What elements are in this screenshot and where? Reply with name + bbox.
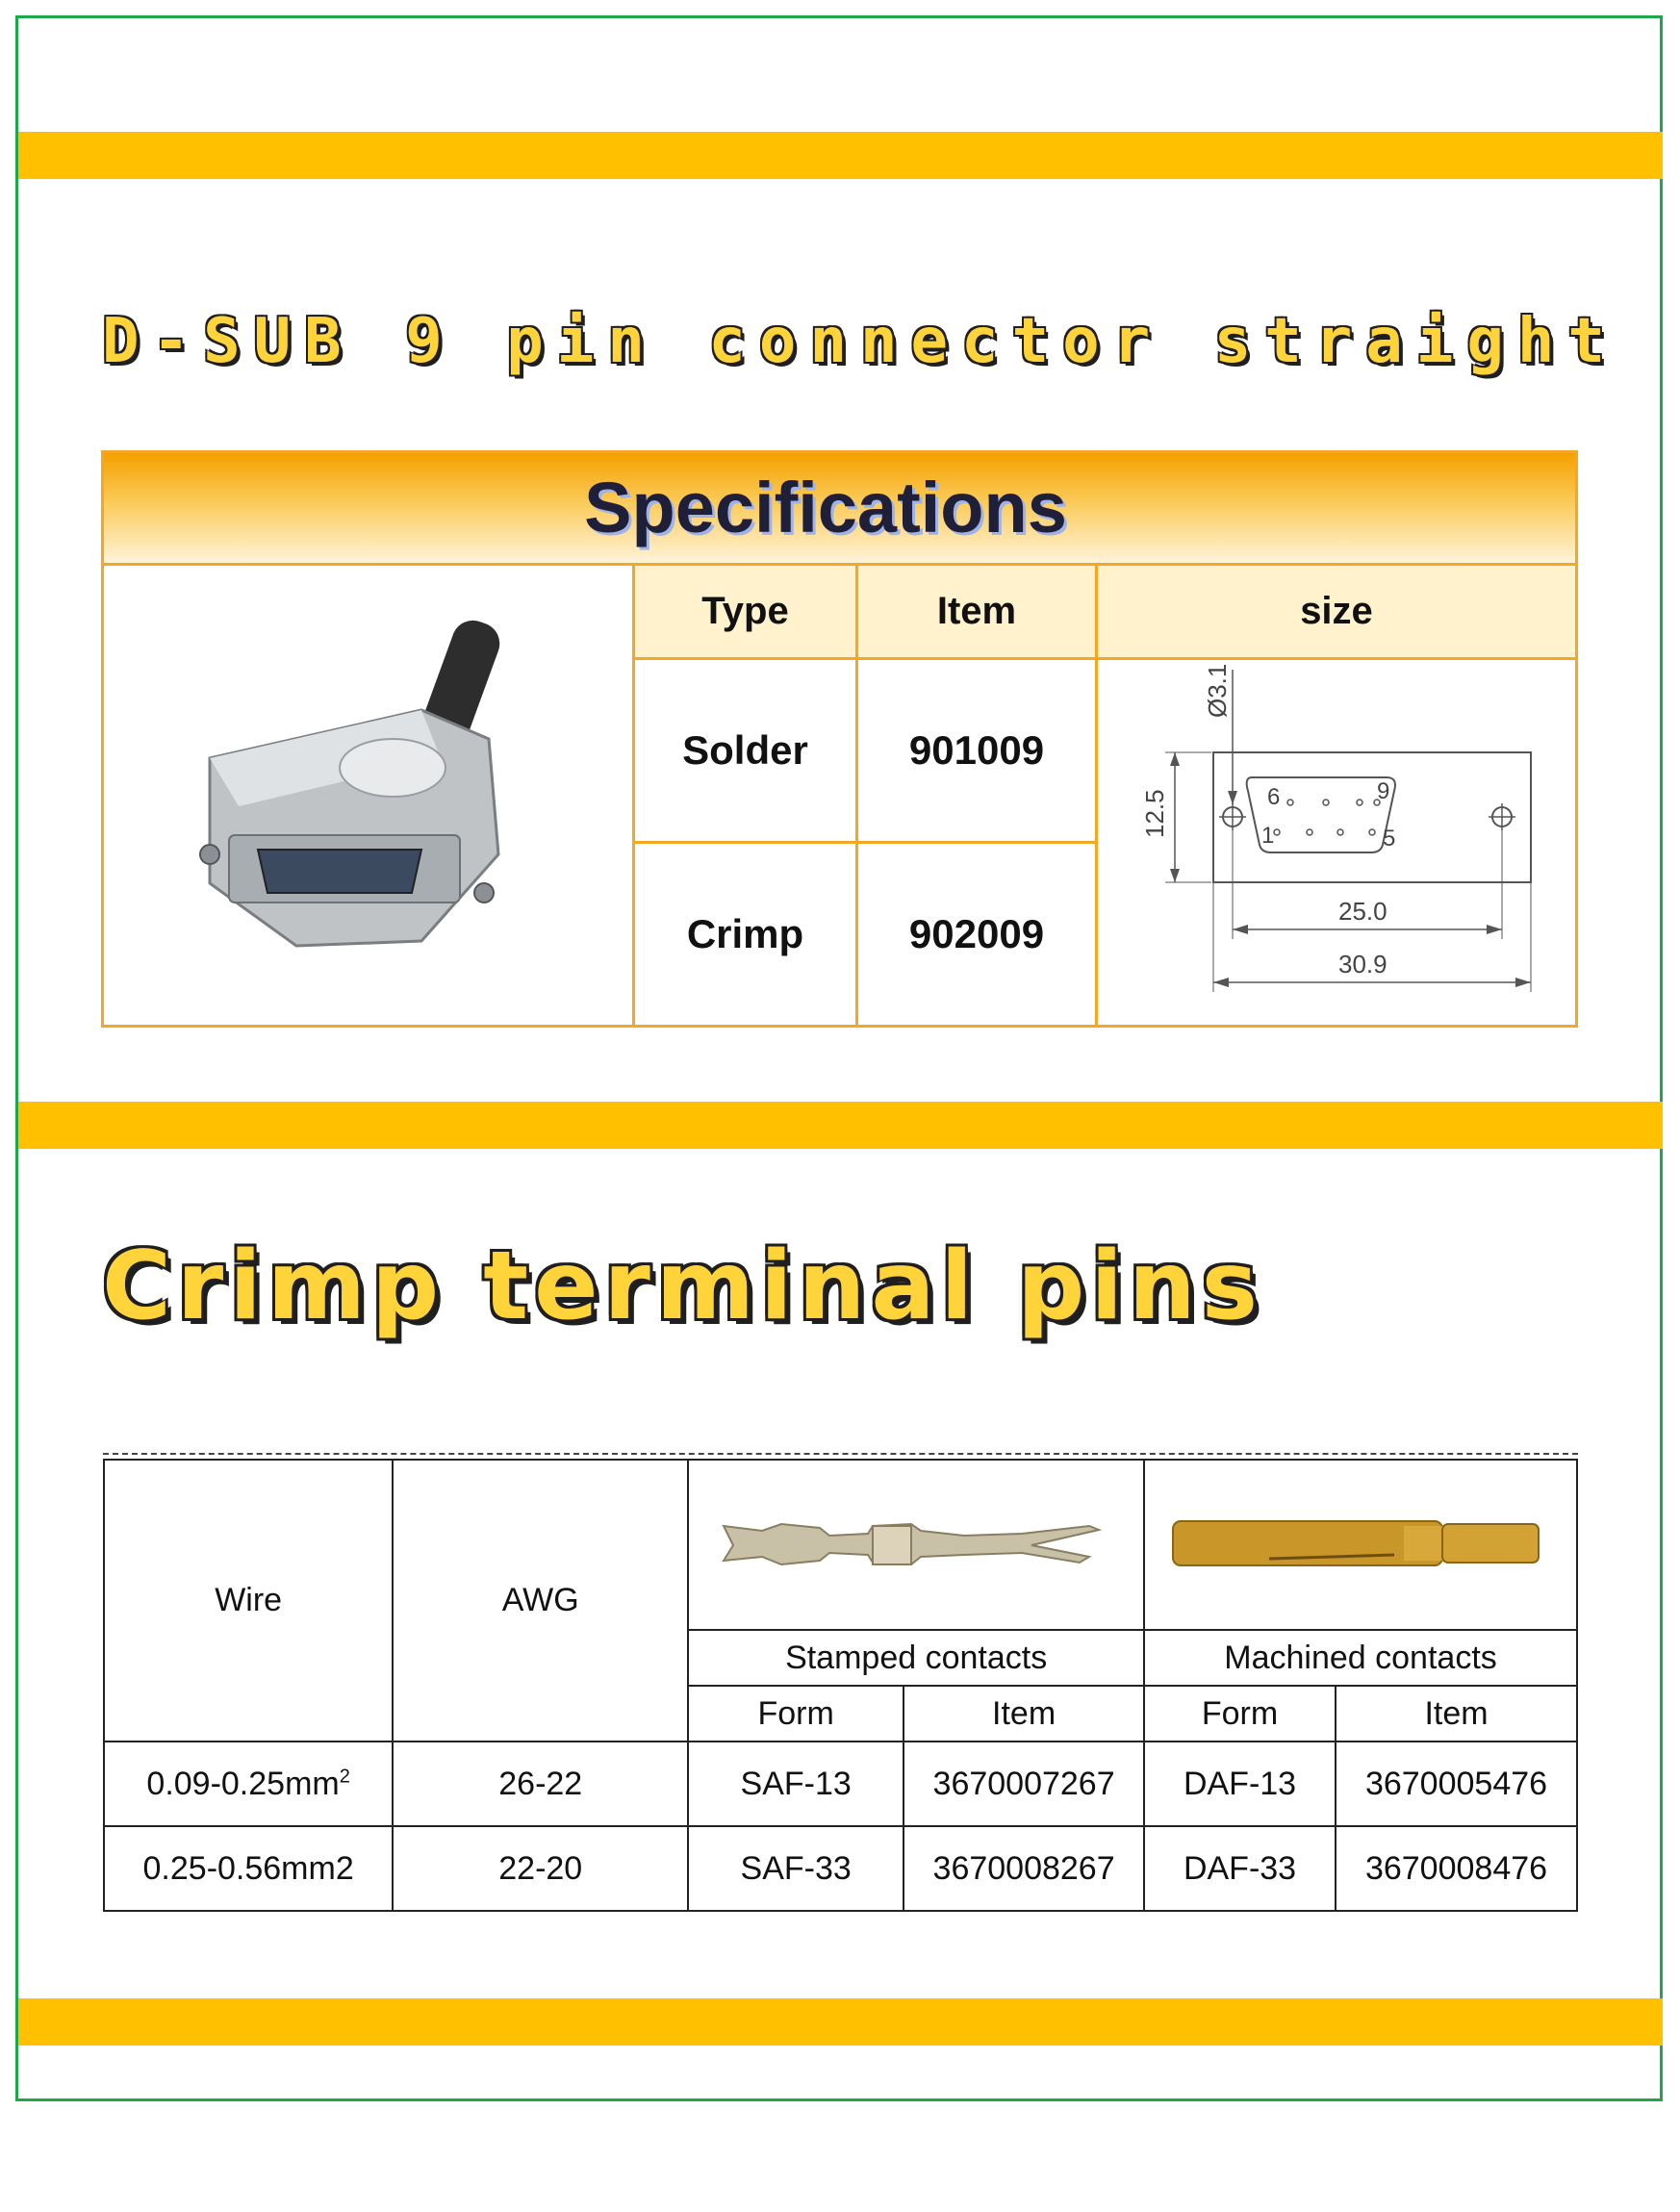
machined-item-cell: 3670008476 [1336, 1826, 1577, 1911]
height-label: 12.5 [1140, 789, 1169, 838]
row-crimp-item: 902009 [908, 911, 1045, 956]
section-title-crimp: Crimp terminal pins [102, 1232, 1264, 1341]
header-type: Type [635, 566, 855, 657]
page-title: D-SUB 9 pin connector straight [102, 306, 1618, 377]
spec-heading: Specifications [584, 468, 1067, 547]
bottom-band [18, 1998, 1663, 2046]
pin-6-label: 6 [1267, 784, 1281, 810]
table-top-dash [103, 1453, 1578, 1455]
machined-contact-image [1144, 1460, 1577, 1630]
machined-form-cell: DAF-13 [1144, 1742, 1336, 1826]
row-crimp-type: Crimp [686, 911, 804, 956]
row-solder-item: 901009 [908, 727, 1045, 773]
stamped-item-header: Item [904, 1686, 1144, 1742]
spec-header-bar [104, 453, 1575, 566]
table-row [104, 1826, 1577, 1911]
header-wire: Wire [104, 1460, 393, 1742]
machined-item-cell: 3670005476 [1336, 1742, 1577, 1826]
awg-cell: 22-20 [393, 1826, 688, 1911]
awg-cell: 26-22 [393, 1742, 688, 1826]
stamped-form-cell: SAF-33 [688, 1826, 904, 1911]
stamped-form-cell: SAF-13 [688, 1742, 904, 1826]
header-size: size [1098, 566, 1575, 657]
pin-5-label: 5 [1383, 826, 1396, 852]
stamped-item-cell: 3670008267 [904, 1826, 1144, 1911]
inner-width-label: 25.0 [1338, 897, 1387, 926]
stamped-item-cell: 3670007267 [904, 1742, 1144, 1826]
middle-band [18, 1102, 1663, 1149]
pin-1-label: 1 [1261, 823, 1275, 849]
top-band [18, 132, 1663, 179]
wire-cell: 0.25-0.56mm2 [104, 1826, 393, 1911]
pin-9-label: 9 [1377, 778, 1390, 804]
wire-cell: $0.09-0.25mm^2$ [104, 1742, 393, 1826]
dimension-drawing [1098, 660, 1575, 1025]
machined-form-cell: DAF-33 [1144, 1826, 1336, 1911]
outer-width-label: 30.9 [1338, 950, 1387, 979]
stamped-contacts-label: Stamped contacts [688, 1630, 1144, 1686]
specifications-table [101, 450, 1578, 1028]
stamped-form-header: Form [688, 1686, 904, 1742]
row-solder-type: Solder [682, 727, 808, 773]
machined-contacts-label: Machined contacts [1144, 1630, 1577, 1686]
crimp-pins-table [103, 1459, 1578, 1912]
connector-image [104, 566, 633, 1025]
machined-item-header: Item [1336, 1686, 1577, 1742]
table-row [104, 1742, 1577, 1826]
header-awg: AWG [393, 1460, 688, 1742]
hole-diameter-label: Ø3.1 [1203, 663, 1232, 718]
machined-form-header: Form [1144, 1686, 1336, 1742]
stamped-contact-image [688, 1460, 1144, 1630]
header-item: Item [858, 566, 1095, 657]
